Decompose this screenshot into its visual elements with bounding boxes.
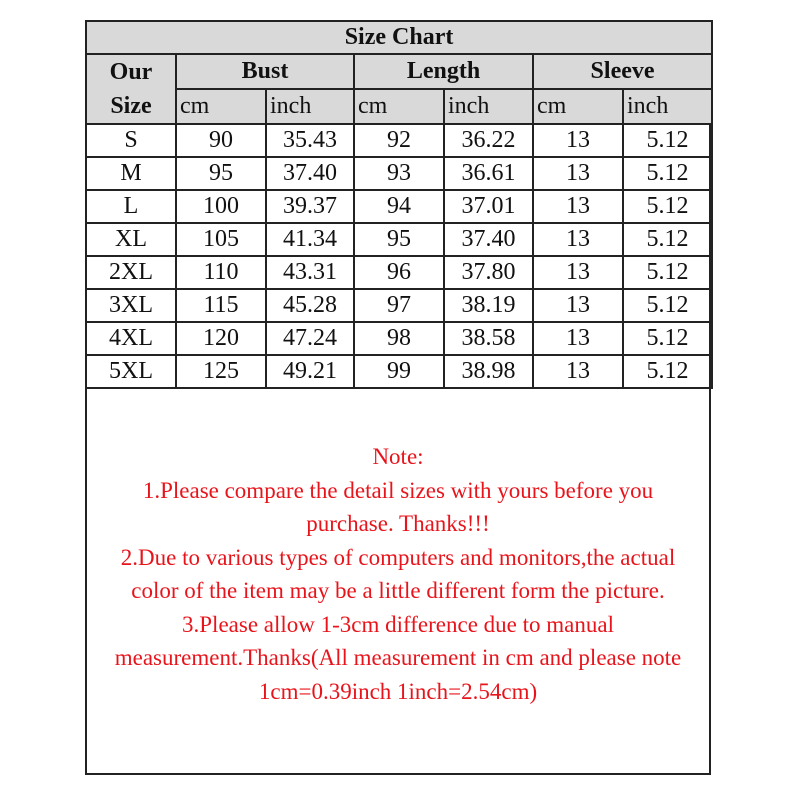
- bust-cm-header: cm: [176, 89, 266, 124]
- note-section: [87, 440, 709, 708]
- bust-cm-cell: 105: [176, 223, 266, 256]
- note-line-1: 1.Please compare the detail sizes with yours before you purchase. Thanks!!!: [142, 477, 654, 536]
- length-cm-cell: 97: [354, 289, 444, 322]
- sleeve-cm-cell: 13: [533, 322, 623, 355]
- length-cm-cell: 92: [354, 124, 444, 157]
- size-cell: M: [86, 157, 176, 190]
- sleeve-inch-cell: 5.12: [623, 124, 712, 157]
- bust-inch-cell: 43.31: [266, 256, 354, 289]
- sleeve-inch-cell: 5.12: [623, 355, 712, 388]
- sleeve-cm-cell: 13: [533, 223, 623, 256]
- table-row: [86, 124, 712, 157]
- length-cm-cell: 93: [354, 157, 444, 190]
- table-row: [86, 190, 712, 223]
- table-row: [86, 157, 712, 190]
- sleeve-cm-cell: 13: [533, 157, 623, 190]
- bust-cm-cell: 95: [176, 157, 266, 190]
- bust-header: Bust: [176, 54, 354, 89]
- sleeve-cm-cell: 13: [533, 355, 623, 388]
- sleeve-inch-cell: 5.12: [623, 289, 712, 322]
- table-row: [86, 289, 712, 322]
- bust-inch-cell: 47.24: [266, 322, 354, 355]
- sleeve-inch-cell: 5.12: [623, 223, 712, 256]
- sleeve-cm-cell: 13: [533, 256, 623, 289]
- length-cm-cell: 99: [354, 355, 444, 388]
- length-header: Length: [354, 54, 533, 89]
- length-inch-cell: 38.58: [444, 322, 533, 355]
- bust-cm-cell: 110: [176, 256, 266, 289]
- sleeve-inch-header: inch: [623, 89, 712, 124]
- table-row: [86, 256, 712, 289]
- length-cm-cell: 94: [354, 190, 444, 223]
- length-cm-cell: 96: [354, 256, 444, 289]
- size-cell: S: [86, 124, 176, 157]
- bust-cm-cell: 100: [176, 190, 266, 223]
- length-inch-cell: 37.80: [444, 256, 533, 289]
- our-size-header: [86, 54, 176, 124]
- sleeve-cm-cell: 13: [533, 289, 623, 322]
- size-chart-table: [85, 20, 713, 389]
- our-size-line1: Our: [109, 59, 153, 85]
- size-cell: 4XL: [86, 322, 176, 355]
- sleeve-inch-cell: 5.12: [623, 157, 712, 190]
- length-inch-cell: 38.98: [444, 355, 533, 388]
- bust-cm-cell: 115: [176, 289, 266, 322]
- length-inch-cell: 36.61: [444, 157, 533, 190]
- length-inch-header: inch: [444, 89, 533, 124]
- bust-inch-cell: 45.28: [266, 289, 354, 322]
- size-cell: 2XL: [86, 256, 176, 289]
- size-cell: 3XL: [86, 289, 176, 322]
- bust-inch-header: inch: [266, 89, 354, 124]
- bust-inch-cell: 35.43: [266, 124, 354, 157]
- length-cm-cell: 95: [354, 223, 444, 256]
- bust-inch-cell: 39.37: [266, 190, 354, 223]
- note-line-2: 2.Due to various types of computers and monitors,the actual color of the item may be a little different form the picture.: [120, 544, 676, 603]
- bust-cm-cell: 90: [176, 124, 266, 157]
- sleeve-inch-cell: 5.12: [623, 322, 712, 355]
- table-row: [86, 223, 712, 256]
- table-row: [86, 355, 712, 388]
- chart-title: Size Chart: [86, 21, 712, 54]
- sleeve-cm-cell: 13: [533, 190, 623, 223]
- sleeve-header: Sleeve: [533, 54, 712, 89]
- length-inch-cell: 37.40: [444, 223, 533, 256]
- note-line-3: 3.Please allow 1-3cm difference due to manual measurement.Thanks(All measurement in cm and please note 1cm=0.39inch 1inch=2.54cm): [114, 611, 682, 704]
- size-cell: L: [86, 190, 176, 223]
- table-row: [86, 322, 712, 355]
- length-inch-cell: 37.01: [444, 190, 533, 223]
- length-inch-cell: 38.19: [444, 289, 533, 322]
- bust-cm-cell: 120: [176, 322, 266, 355]
- length-inch-cell: 36.22: [444, 124, 533, 157]
- sleeve-cm-cell: 13: [533, 124, 623, 157]
- note-heading: Note:: [372, 444, 424, 469]
- bust-inch-cell: 41.34: [266, 223, 354, 256]
- bust-inch-cell: 37.40: [266, 157, 354, 190]
- bust-inch-cell: 49.21: [266, 355, 354, 388]
- sleeve-inch-cell: 5.12: [623, 190, 712, 223]
- our-size-line2: Size: [110, 93, 152, 119]
- length-cm-header: cm: [354, 89, 444, 124]
- size-cell: 5XL: [86, 355, 176, 388]
- length-cm-cell: 98: [354, 322, 444, 355]
- sleeve-cm-header: cm: [533, 89, 623, 124]
- sleeve-inch-cell: 5.12: [623, 256, 712, 289]
- size-cell: XL: [86, 223, 176, 256]
- bust-cm-cell: 125: [176, 355, 266, 388]
